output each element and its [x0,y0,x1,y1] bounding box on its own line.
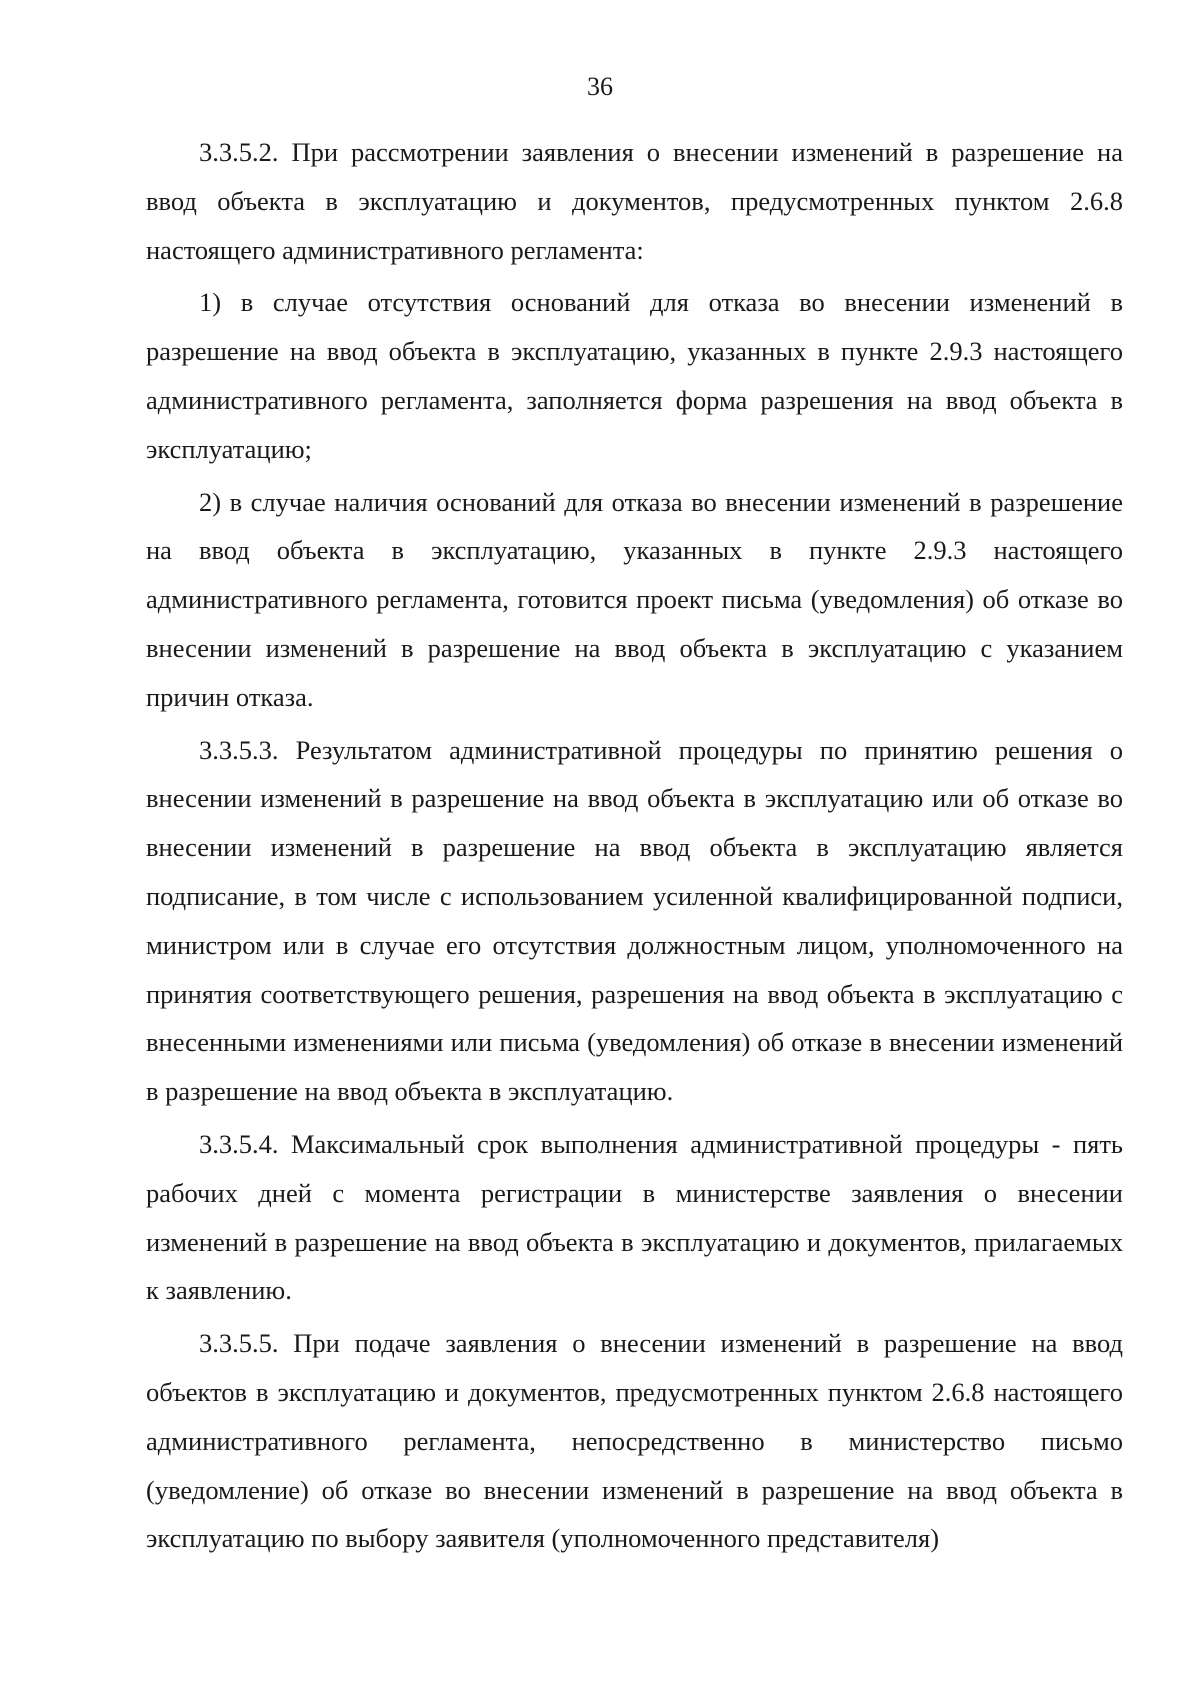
paragraph-3-3-5-5: 3.3.5.5. При подаче заявления о внесении изменений в разрешение на ввод объектов в эксплуатацию и документов, предусмотренных пунктом 2.6.8 настоящего административного регламента, непосредственно в министерство письмо (уведомление) об отказе во внесении изменений в разрешение на ввод объекта в эксплуатацию по выбору заявителя (уполномоченного представителя) [146,1328,1123,1554]
paragraph-3-3-5-4: 3.3.5.4. Максимальный срок выполнения административной процедуры - пять рабочих дней с момента регистрации в министерстве заявления о внесении изменений в разрешение на ввод объекта в эксплуатацию и документов, прилагаемых к заявлению. [146,1128,1123,1306]
paragraph-3-3-5-3: 3.3.5.3. Результатом административной процедуры по принятию решения о внесении изменений в разрешение на ввод объекта в эксплуатацию или об отказе во внесении изменений в разрешение на ввод объекта в эксплуатацию является подписание, в том числе с использованием усиленной квалифицированной подписи, министром или в случае его отсутствия должностным лицом, уполномоченного на принятия соответствующего решения, разрешения на ввод объекта в эксплуатацию с внесенными изменениями или письма (уведомления) об отказе в внесении изменений в разрешение на ввод объекта в эксплуатацию. [146,734,1123,1107]
page-number: 36 [587,72,613,101]
paragraph-item-2: 2) в случае наличия оснований для отказа во внесении изменений в разрешение на ввод объекта в эксплуатацию, указанных в пункте 2.9.3 настоящего административного регламента, готовится проект письма (уведомления) об отказе во внесении изменений в разрешение на ввод объекта в эксплуатацию с указанием причин отказа. [146,486,1123,712]
paragraph-3-3-5-2: 3.3.5.2. При рассмотрении заявления о внесении изменений в разрешение на ввод объекта в эксплуатацию и документов, предусмотренных пунктом 2.6.8 настоящего административного регламента: [146,137,1123,265]
document-body [146,128,1123,1567]
paragraph-item-1: 1) в случае отсутствия оснований для отказа во внесении изменений в разрешение на ввод объекта в эксплуатацию, указанных в пункте 2.9.3 настоящего административного регламента, заполняется форма разрешения на ввод объекта в эксплуатацию; [146,287,1123,464]
